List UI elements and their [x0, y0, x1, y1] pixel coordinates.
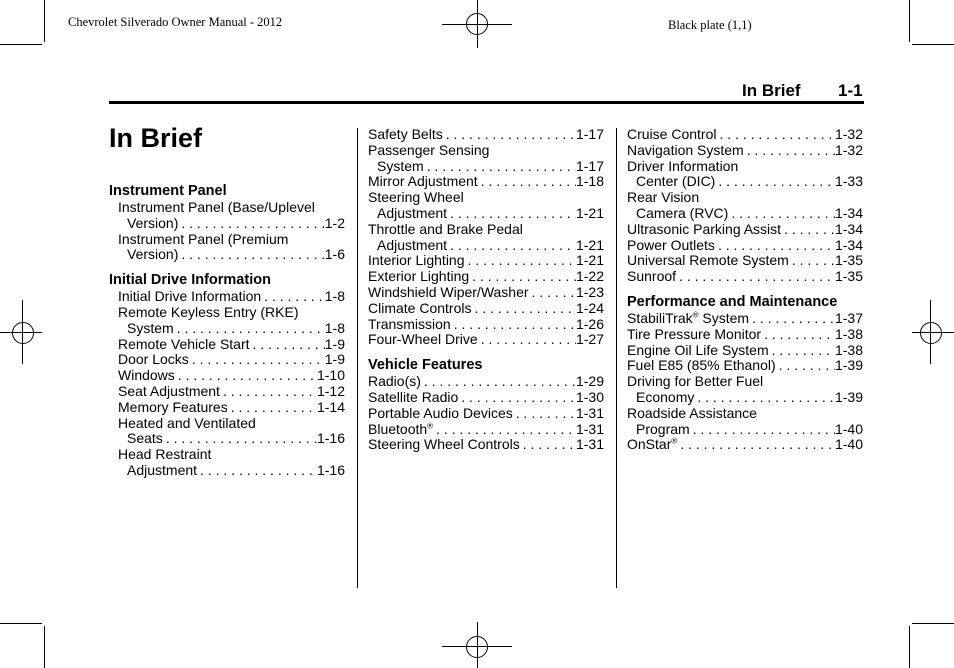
dot-leader	[433, 422, 576, 438]
toc-entry-line	[368, 422, 604, 438]
toc-entry-continuation: Seats	[127, 430, 163, 447]
page-number: 1-2	[324, 214, 345, 231]
toc-entry-title	[627, 437, 677, 453]
toc-entry-text: Cruise Control	[627, 126, 717, 142]
toc-entry-title	[368, 127, 443, 143]
dot-leader	[781, 222, 835, 238]
toc-entry-title	[118, 368, 175, 384]
toc-entry	[368, 143, 604, 175]
page-number: 1-34	[834, 220, 863, 237]
page-number: 1-8	[324, 288, 345, 305]
dot-leader	[769, 343, 835, 359]
toc-entry-continuation: Adjustment	[377, 236, 448, 253]
toc-entry	[368, 374, 604, 390]
dot-leader	[520, 437, 576, 453]
toc-entry-continuation: Center (DIC)	[636, 173, 716, 190]
page-number: 1-39	[834, 357, 863, 374]
registration-mark-top	[442, 0, 512, 48]
page-number: 1-38	[834, 341, 863, 358]
toc-entry	[368, 285, 604, 301]
page-number: 1-40	[834, 420, 863, 437]
toc-entry-continuation: Adjustment	[127, 461, 198, 478]
toc-entry-text: System	[698, 309, 750, 326]
toc-entry-title: Roadside Assistance	[627, 404, 757, 421]
page-number: 1-32	[834, 141, 863, 158]
page-number: 1-14	[316, 398, 345, 415]
toc-entry-title	[118, 384, 220, 400]
toc-entry	[627, 127, 863, 143]
page-number: 1-30	[575, 388, 604, 405]
dot-leader	[776, 358, 835, 374]
plate-slug: Black plate (1,1)	[668, 18, 752, 32]
toc-entry-text: Engine Oil Life System	[627, 341, 769, 358]
toc-entry	[368, 190, 604, 222]
page-number: 1-33	[834, 173, 863, 190]
toc-entry	[109, 384, 345, 400]
page-number: 1-40	[834, 436, 863, 453]
toc-entry-line	[627, 390, 863, 406]
toc-entry-line	[109, 216, 345, 232]
toc-entry-text: Door Locks	[118, 351, 189, 368]
page-number: 1-6	[324, 246, 345, 263]
manual-slug: Chevrolet Silverado Owner Manual - 2012	[68, 15, 283, 29]
toc-entry-line	[368, 159, 604, 175]
toc-entry-text: Sunroof	[627, 268, 677, 285]
toc-entry	[109, 400, 345, 416]
page-number: 1-31	[575, 436, 604, 453]
toc-entry-text: Bluetooth	[368, 420, 428, 437]
toc-entry-line	[368, 390, 604, 406]
toc-entry-line	[627, 422, 863, 438]
toc-entry-line	[109, 368, 345, 384]
toc-entry-line	[368, 206, 604, 222]
toc-entry-text: Four-Wheel Drive	[368, 331, 478, 348]
toc-entry	[109, 289, 345, 305]
dot-leader	[261, 289, 325, 305]
crop-mark	[912, 623, 954, 624]
toc-entry-line	[368, 317, 604, 333]
section-heading: Performance and Maintenance	[627, 293, 838, 310]
toc-entry-title	[627, 238, 715, 254]
toc-entry-text: Transmission	[368, 315, 451, 332]
toc-entry-title	[627, 311, 749, 327]
page-number: 1-26	[575, 315, 604, 332]
crop-mark	[0, 44, 42, 45]
toc-entry	[627, 343, 863, 359]
dot-leader	[421, 374, 576, 390]
toc-entry-continuation: Version)	[127, 214, 179, 231]
toc-entry-line	[627, 253, 863, 269]
dot-leader	[529, 285, 576, 301]
page-number: 1-9	[324, 335, 345, 352]
toc-entry-title	[368, 406, 513, 422]
dot-leader	[676, 269, 835, 285]
toc-entry-line	[368, 374, 604, 390]
page-number: 1-18	[575, 173, 604, 190]
toc-entry-line	[368, 406, 604, 422]
toc-entry-text: Power Outlets	[627, 236, 715, 253]
toc-entry	[627, 437, 863, 453]
toc-entry-line	[109, 431, 345, 447]
registered-mark: ®	[427, 420, 434, 430]
toc-entry-line	[627, 311, 863, 327]
dot-leader	[677, 437, 835, 453]
toc-entry-text: Windows	[118, 367, 175, 384]
toc-entry-title	[368, 253, 465, 269]
dot-leader	[789, 253, 835, 269]
toc-entry-line	[627, 327, 863, 343]
toc-entry-line	[627, 358, 863, 374]
toc-entry-line	[109, 352, 345, 368]
toc-entry	[368, 174, 604, 190]
page-number: 1-22	[575, 268, 604, 285]
toc-column-2	[368, 127, 604, 453]
toc-entry-title: Throttle and Brake Pedal	[368, 220, 523, 237]
toc-entry-title	[368, 269, 469, 285]
toc-entry-line	[368, 269, 604, 285]
crop-mark	[912, 44, 954, 45]
page-number: 1-39	[834, 388, 863, 405]
toc-entry-line	[627, 222, 863, 238]
toc-entry-title	[368, 374, 421, 390]
page-number: 1-21	[575, 236, 604, 253]
toc-entry-title	[627, 343, 769, 359]
toc-entry-line	[109, 247, 345, 263]
toc-entry-text: Climate Controls	[368, 299, 472, 316]
page-number: 1-16	[316, 461, 345, 478]
dot-leader	[424, 159, 576, 175]
dot-leader	[451, 317, 576, 333]
toc-entry	[627, 358, 863, 374]
toc-entry-line	[368, 174, 604, 190]
page-number: 1-27	[575, 331, 604, 348]
dot-leader	[197, 463, 317, 479]
dot-leader	[174, 321, 325, 337]
toc-entry	[368, 406, 604, 422]
toc-entry	[368, 253, 604, 269]
crop-mark	[44, 0, 45, 42]
toc-entry-title	[368, 422, 433, 438]
dot-leader	[469, 269, 576, 285]
toc-entry	[109, 305, 345, 337]
toc-entry-line	[627, 269, 863, 285]
page-number: 1-12	[316, 382, 345, 399]
toc-entry-line	[368, 253, 604, 269]
dot-leader	[228, 400, 317, 416]
toc-entry-line	[109, 384, 345, 400]
toc-entry-continuation: Economy	[636, 388, 695, 405]
section-heading: Initial Drive Information	[109, 272, 271, 289]
toc-entry-line	[109, 321, 345, 337]
toc-entry	[627, 269, 863, 285]
page-number: 1-16	[316, 430, 345, 447]
toc-entry-line	[368, 301, 604, 317]
toc-entry-text: StabiliTrak	[627, 309, 693, 326]
toc-entry-text: Tire Pressure Monitor	[627, 325, 762, 342]
toc-entry-line	[109, 463, 345, 479]
toc-entry	[627, 238, 863, 254]
toc-column-3	[627, 127, 863, 453]
toc-entry	[627, 311, 863, 327]
toc-entry-line	[368, 332, 604, 348]
page-number: 1-31	[575, 420, 604, 437]
toc-entry	[627, 159, 863, 191]
page-number: 1-35	[834, 252, 863, 269]
toc-entry	[368, 222, 604, 254]
page-number: 1-8	[324, 319, 345, 336]
toc-entry-text: Safety Belts	[368, 126, 443, 142]
registration-mark-left	[0, 300, 42, 364]
toc-entry-title	[368, 174, 478, 190]
toc-entry-title	[627, 269, 676, 285]
toc-entry-text: Steering Wheel Controls	[368, 436, 520, 453]
dot-leader	[178, 216, 324, 232]
page-number: 1-31	[575, 404, 604, 421]
toc-entry	[368, 127, 604, 143]
toc-entry-text: Ultrasonic Parking Assist	[627, 220, 782, 237]
toc-entry-title: Instrument Panel (Premium	[118, 230, 289, 247]
crop-mark	[909, 626, 910, 668]
toc-entry-continuation: Adjustment	[377, 204, 448, 221]
registration-mark-bottom	[442, 622, 512, 668]
dot-leader	[447, 238, 576, 254]
dot-leader	[178, 247, 324, 263]
registered-mark: ®	[671, 436, 678, 446]
running-header-page: 1-1	[838, 81, 863, 100]
toc-entry	[627, 190, 863, 222]
toc-entry-title	[118, 337, 250, 353]
toc-entry-title	[368, 285, 529, 301]
page-number: 1-35	[834, 268, 863, 285]
toc-entry	[627, 222, 863, 238]
page-number: 1-38	[834, 325, 863, 342]
toc-entry-line	[368, 285, 604, 301]
toc-entry-text: Remote Vehicle Start	[118, 335, 250, 352]
toc-entry-line	[109, 289, 345, 305]
dot-leader	[749, 311, 835, 327]
toc-entry-text: Seat Adjustment	[118, 382, 220, 399]
toc-entry	[368, 332, 604, 348]
toc-entry-text: Memory Features	[118, 398, 228, 415]
toc-entry-title	[118, 400, 228, 416]
dot-leader	[163, 431, 317, 447]
dot-leader	[220, 384, 317, 400]
toc-entry-text: Interior Lighting	[368, 252, 465, 269]
page-number: 1-34	[834, 204, 863, 221]
page-number: 1-29	[575, 373, 604, 390]
toc-entry-title	[368, 437, 520, 453]
toc-entry-line	[627, 174, 863, 190]
dot-leader	[175, 368, 317, 384]
toc-entry-title	[368, 390, 458, 406]
toc-entry-continuation: Program	[636, 420, 690, 437]
toc-entry	[109, 416, 345, 448]
dot-leader	[716, 127, 834, 143]
page-title: In Brief	[109, 123, 203, 153]
toc-entry-text: Windshield Wiper/Washer	[368, 283, 529, 300]
page-number: 1-32	[834, 126, 863, 142]
page-number: 1-21	[575, 252, 604, 269]
toc-entry-text: Initial Drive Information	[118, 288, 262, 305]
dot-leader	[250, 337, 325, 353]
toc-entry	[627, 143, 863, 159]
toc-entry-text: Exterior Lighting	[368, 268, 470, 285]
toc-entry-line	[109, 337, 345, 353]
dot-leader	[478, 174, 576, 190]
toc-entry-line	[368, 437, 604, 453]
toc-entry-text: OnStar	[627, 436, 672, 453]
toc-entry-title	[627, 327, 761, 343]
toc-entry-title	[368, 301, 471, 317]
toc-entry-title	[118, 289, 261, 305]
dot-leader	[513, 406, 576, 422]
dot-leader	[478, 332, 576, 348]
toc-entry-title	[627, 358, 776, 374]
dot-leader	[761, 327, 835, 343]
dot-leader	[458, 390, 576, 406]
toc-entry-continuation: System	[377, 157, 424, 174]
page-number: 1-10	[316, 367, 345, 384]
page-number: 1-23	[575, 283, 604, 300]
dot-leader	[465, 253, 576, 269]
dot-leader	[443, 127, 576, 143]
toc-entry-line	[109, 400, 345, 416]
column-divider	[357, 128, 358, 588]
toc-entry-line	[368, 238, 604, 254]
toc-entry-title: Rear Vision	[627, 189, 700, 206]
toc-entry-continuation: Version)	[127, 246, 179, 263]
registration-mark-right	[912, 300, 954, 364]
dot-leader	[715, 174, 835, 190]
toc-entry	[109, 200, 345, 232]
toc-entry-title	[368, 317, 451, 333]
dot-leader	[744, 143, 835, 159]
toc-entry	[368, 437, 604, 453]
toc-entry-title: Head Restraint	[118, 446, 212, 463]
column-divider	[616, 128, 617, 588]
header-rule	[109, 101, 864, 104]
toc-entry	[368, 301, 604, 317]
toc-entry-text: Satellite Radio	[368, 388, 459, 405]
section-heading: Vehicle Features	[368, 357, 483, 374]
toc-entry	[368, 269, 604, 285]
toc-entry-title	[368, 332, 478, 348]
toc-entry-title: Heated and Ventilated	[118, 414, 256, 431]
toc-entry	[627, 406, 863, 438]
toc-entry-line	[627, 127, 863, 143]
toc-entry-text: Fuel E85 (85% Ethanol)	[627, 357, 776, 374]
toc-entry-title: Steering Wheel	[368, 189, 464, 206]
crop-mark	[909, 0, 910, 42]
dot-leader	[694, 390, 835, 406]
toc-entry-text: Navigation System	[627, 141, 744, 158]
toc-entry-line	[627, 238, 863, 254]
toc-entry	[627, 374, 863, 406]
toc-entry	[368, 317, 604, 333]
toc-entry	[109, 447, 345, 479]
page-number: 1-21	[575, 204, 604, 221]
page-number: 1-9	[324, 351, 345, 368]
dot-leader	[715, 238, 835, 254]
toc-entry-title	[118, 352, 189, 368]
toc-entry	[109, 232, 345, 264]
toc-entry-line	[627, 206, 863, 222]
toc-entry-title: Driving for Better Fuel	[627, 373, 764, 390]
toc-entry-text: Universal Remote System	[627, 252, 789, 269]
toc-entry	[368, 422, 604, 438]
dot-leader	[189, 352, 325, 368]
toc-entry-line	[368, 127, 604, 143]
page-number: 1-24	[575, 299, 604, 316]
page-number: 1-37	[834, 309, 863, 326]
toc-entry-line	[627, 437, 863, 453]
toc-entry-continuation: System	[127, 319, 174, 336]
toc-column-1	[109, 182, 345, 479]
dot-leader	[690, 422, 835, 438]
dot-leader	[471, 301, 575, 317]
toc-entry-title: Instrument Panel (Base/Uplevel	[118, 199, 315, 215]
page-number: 1-34	[834, 236, 863, 253]
crop-mark	[44, 626, 45, 668]
toc-entry-title: Passenger Sensing	[368, 141, 490, 158]
page-number: 1-17	[575, 157, 604, 174]
section-heading: Instrument Panel	[109, 183, 227, 199]
toc-entry-text: Radio(s)	[368, 373, 421, 390]
registered-mark: ®	[692, 310, 699, 320]
toc-entry	[109, 368, 345, 384]
toc-entry-title	[627, 222, 781, 238]
dot-leader	[447, 206, 576, 222]
toc-entry-continuation: Camera (RVC)	[636, 204, 729, 221]
page-number: 1-17	[575, 126, 604, 142]
toc-entry	[627, 253, 863, 269]
running-header-section: In Brief	[742, 81, 801, 100]
toc-entry-line	[627, 343, 863, 359]
toc-entry	[109, 337, 345, 353]
toc-entry-title	[627, 127, 716, 143]
toc-entry	[368, 390, 604, 406]
toc-entry-title	[627, 143, 744, 159]
toc-entry-text: Portable Audio Devices	[368, 404, 513, 421]
dot-leader	[728, 206, 835, 222]
toc-entry-line	[627, 143, 863, 159]
toc-entry-title: Driver Information	[627, 157, 739, 174]
toc-entry-text: Mirror Adjustment	[368, 173, 478, 190]
toc-entry-title	[627, 253, 789, 269]
toc-entry-title: Remote Keyless Entry (RKE)	[118, 303, 299, 320]
toc-entry	[109, 352, 345, 368]
crop-mark	[0, 623, 42, 624]
toc-entry	[627, 327, 863, 343]
